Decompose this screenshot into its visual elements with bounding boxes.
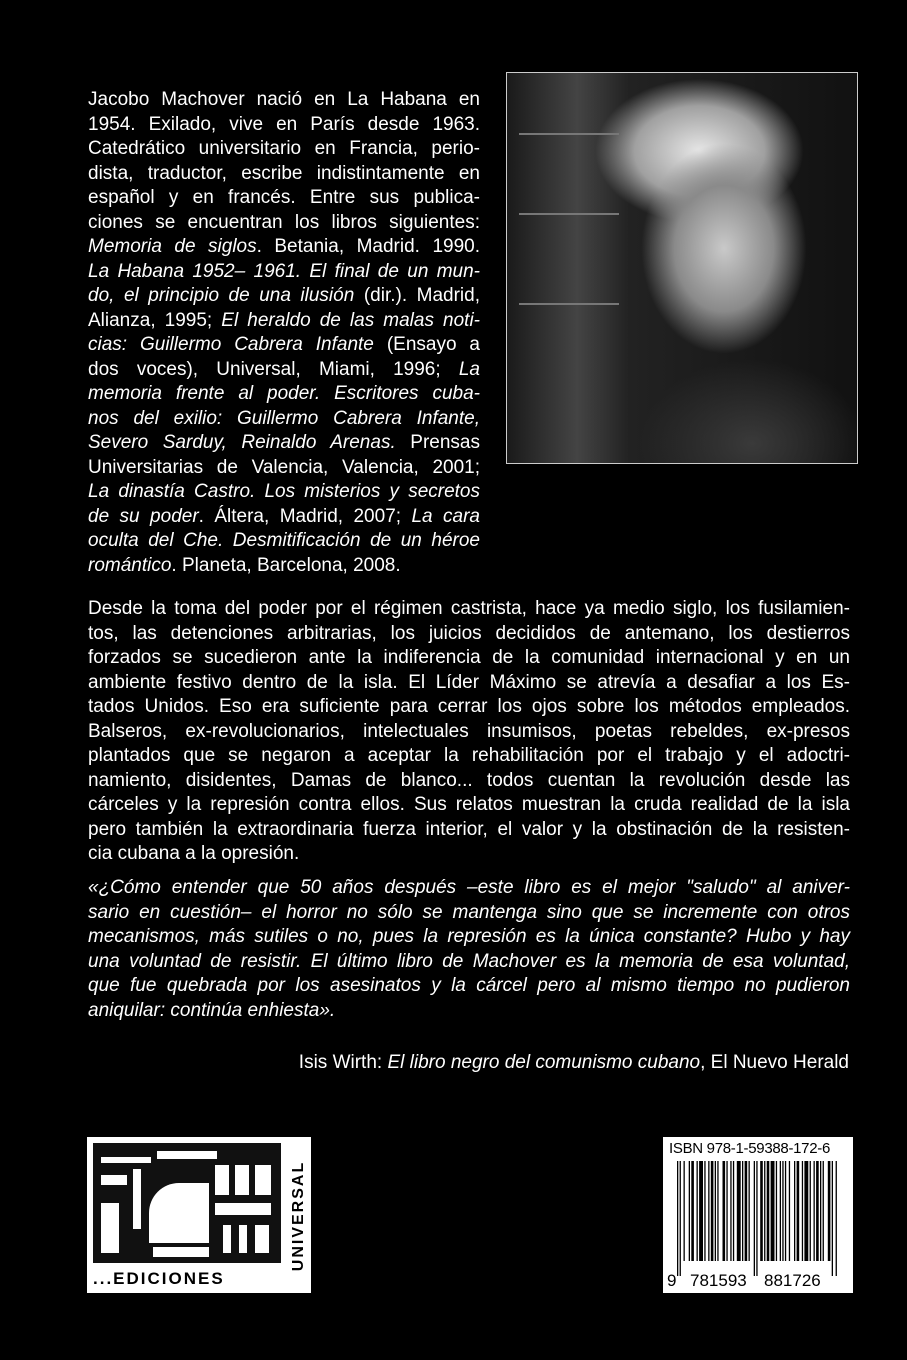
barcode-bar [814,1161,815,1261]
barcode-bar [708,1161,709,1261]
text-run: dista, traductor, escribe indistintamente en [88,162,480,184]
text-run: ciones se encuentran los libros siguientes: [88,211,480,233]
text-run: plantados que se negaron a aceptar la rehabilitación por el trabajo y el adoctri- [88,745,850,766]
text-run: cárceles y la represión contra ellos. Sus relatos muestran la cruda realidad de la isla [88,794,850,815]
italic-title: El heraldo de las malas noti- [221,309,480,331]
barcode-bar [782,1161,783,1261]
text-run: Catedrático universitario en Francia, perio- [88,138,480,159]
barcode-bar [802,1161,803,1261]
text-run: (Ensayo a [373,334,481,355]
italic-title: de su poder [88,505,199,527]
text-line [88,974,850,999]
barcode-bar [745,1161,748,1261]
barcode-bar [756,1161,757,1276]
barcode-bar [797,1161,800,1261]
photo-shelf [519,303,619,305]
text-run: Universitarias de Valencia, Valencia, 2001; [88,456,480,478]
text-line [88,842,850,867]
text-line [88,235,480,260]
text-run: (dir.). Madrid, [354,285,480,306]
barcode-digits-right: 881726 [764,1271,821,1290]
barcode-bars [677,1161,842,1276]
italic-title: cias: Guillermo Cabrera Infante [88,334,374,355]
barcode-bar [789,1161,790,1261]
text-run: pero también la extraordinaria fuerza interior, el valor y la obstinación de la resisten- [88,818,850,840]
text-line [88,407,480,432]
barcode-bar [754,1161,755,1276]
italic-title: La cara [411,505,480,527]
text-line [88,720,850,745]
text-line [88,162,480,187]
barcode-bar [680,1161,681,1276]
barcode-bar [828,1161,831,1261]
text-line [88,793,850,818]
isbn-barcode [663,1137,853,1293]
text-run: . Áltera, Madrid, 2007; [198,505,412,527]
barcode-digits-left: 781593 [690,1271,747,1290]
text-line [88,260,480,285]
publisher-logo [87,1137,311,1293]
italic-title: «¿Cómo entender que 50 años después –este libro es el mejor "saludo" al aniver- [88,877,850,898]
text-line [88,950,850,975]
italic-title: La dinastía Castro. Los misterios y secretos [88,481,480,502]
barcode-bar [684,1161,685,1261]
barcode-bar [794,1161,795,1261]
text-line [88,88,480,113]
text-run: forzados se sucedieron ante la indiferencia de la comunidad internacional y en un [88,647,850,668]
italic-title: oculta del Che. Desmitificación de un héroe [88,530,480,551]
italic-title: memoria frente al poder. Escritores cuba- [88,383,480,404]
text-run: Prensas [395,432,480,453]
text-run: tados Unidos. Eso era suficiente para cerrar los ojos sobre los métodos empleados. [88,696,850,717]
text-line [88,382,480,407]
barcode-bar [711,1161,714,1261]
barcode-bar [742,1161,743,1261]
barcode-bar [771,1161,775,1261]
barcode-bar [689,1161,690,1261]
italic-title: nos del exilio: Guillermo Cabrera Infante, [88,407,480,429]
text-run: español y en francés. Entre sus publica- [88,187,480,208]
text-line [88,529,480,554]
attribution-work: El libro negro del comunismo cubano [387,1052,701,1073]
text-line [88,211,480,236]
text-run: 1954. Exilado, vive en París desde 1963. [88,113,480,135]
text-line [88,284,480,309]
photo-shelf [519,213,619,215]
author-photo [506,72,858,464]
italic-title: La Habana 1952– 1961. El final de un mun- [88,260,480,282]
barcode-bar [810,1161,811,1261]
italic-title: La [458,358,480,380]
text-line [88,309,480,334]
text-line [88,901,850,926]
quote-attribution [299,1051,849,1075]
barcode-bar [767,1161,770,1261]
text-run: cia cubana a la opresión. [88,843,300,864]
author-bio [88,88,480,578]
barcode-bar [764,1161,765,1261]
text-line [88,333,480,358]
barcode-bar [704,1161,705,1261]
text-run: . Betania, Madrid. 1990. [256,236,480,257]
italic-title: Severo Sarduy, Reinaldo Arenas. [88,432,396,453]
text-line [88,137,480,162]
italic-title: que fue quebrada por los asesinatos y la cárcel pero al mismo tiempo no pudieron [88,975,850,996]
text-line [88,358,480,383]
barcode-bar [677,1161,678,1276]
book-description [88,597,850,867]
text-run: tos, las detenciones arbitrarias, los juicios decididos de antemano, los destierros [88,622,850,644]
text-line [88,554,480,579]
text-line [88,999,850,1024]
barcode-bar [820,1161,821,1261]
italic-title: mecanismos, más sutiles o no, pues la represión es la única constante? Hubo y hay [88,926,850,947]
barcode-bar [832,1161,833,1276]
italic-title: Memoria de siglos [88,236,257,257]
barcode-bar [816,1161,819,1261]
barcode-bar [804,1161,808,1261]
text-run: ambiente festivo dentro de la isla. El Líder Máximo se atrevía a desafiar a los Es- [88,671,850,693]
barcode-bar [699,1161,703,1261]
text-run: Balseros, ex-revolucionarios, intelectuales insumisos, poetas rebeldes, ex-presos [88,720,850,742]
barcode-bar [697,1161,698,1261]
barcode-bar [733,1161,734,1261]
publisher-name: ...EDICIONES [93,1269,225,1288]
text-line [88,818,850,843]
barcode-bar [749,1161,750,1261]
text-run: Desde la toma del poder por el régimen castrista, hace ya medio siglo, los fusilamien- [88,598,850,619]
text-line [88,186,480,211]
barcode-bar [691,1161,694,1261]
barcode-bar [723,1161,726,1261]
barcode-bar [780,1161,781,1261]
text-line [88,505,480,530]
italic-title: aniquilar: continúa enhiesta». [88,999,336,1021]
text-line [88,769,850,794]
italic-title: do, el principio de una ilusión [88,285,355,306]
text-run: Jacobo Machover nació en La Habana en [88,89,480,110]
barcode-bar [737,1161,741,1261]
text-line [88,456,480,481]
text-line [88,876,850,901]
barcode-bar [730,1161,731,1261]
review-quote [88,876,850,1023]
text-line [88,671,850,696]
text-line [88,744,850,769]
text-run: Alianza, 1995; [88,309,222,331]
barcode-bar [785,1161,786,1261]
barcode-bar [715,1161,716,1261]
text-line [88,622,850,647]
barcode-bar [717,1161,718,1261]
text-line [88,113,480,138]
photo-shelf [519,133,619,135]
logo-emblem [93,1143,281,1263]
text-line [88,597,850,622]
text-line [88,925,850,950]
italic-title: romántico [88,554,172,576]
text-run: . Planeta, Barcelona, 2008. [171,554,401,576]
attribution-author: Isis Wirth: [298,1052,388,1073]
attribution-source: , El Nuevo Herald [700,1052,849,1073]
text-run: dos voces), Universal, Miami, 1996; [88,358,459,380]
text-line [88,695,850,720]
italic-title: sario en cuestión– el horror no sólo se mantenga sino que se incremente con otros [88,901,850,923]
barcode-bar [760,1161,763,1261]
text-line [88,646,850,671]
barcode-bar [823,1161,824,1261]
text-line [88,431,480,456]
barcode-bar [776,1161,777,1261]
isbn-label: ISBN 978-1-59388-172-6 [669,1140,831,1157]
text-line [88,480,480,505]
text-run: namiento, disidentes, Damas de blanco... todos cuentan la revolución desde las [88,769,850,791]
italic-title: una voluntad de resistir. El último libro de Machover es la memoria de esa voluntad, [88,950,850,972]
barcode-digit-first: 9 [667,1271,677,1290]
barcode-bar [726,1161,727,1261]
publisher-name-vertical: UNIVERSAL [290,1160,307,1272]
barcode-bar [836,1161,837,1276]
